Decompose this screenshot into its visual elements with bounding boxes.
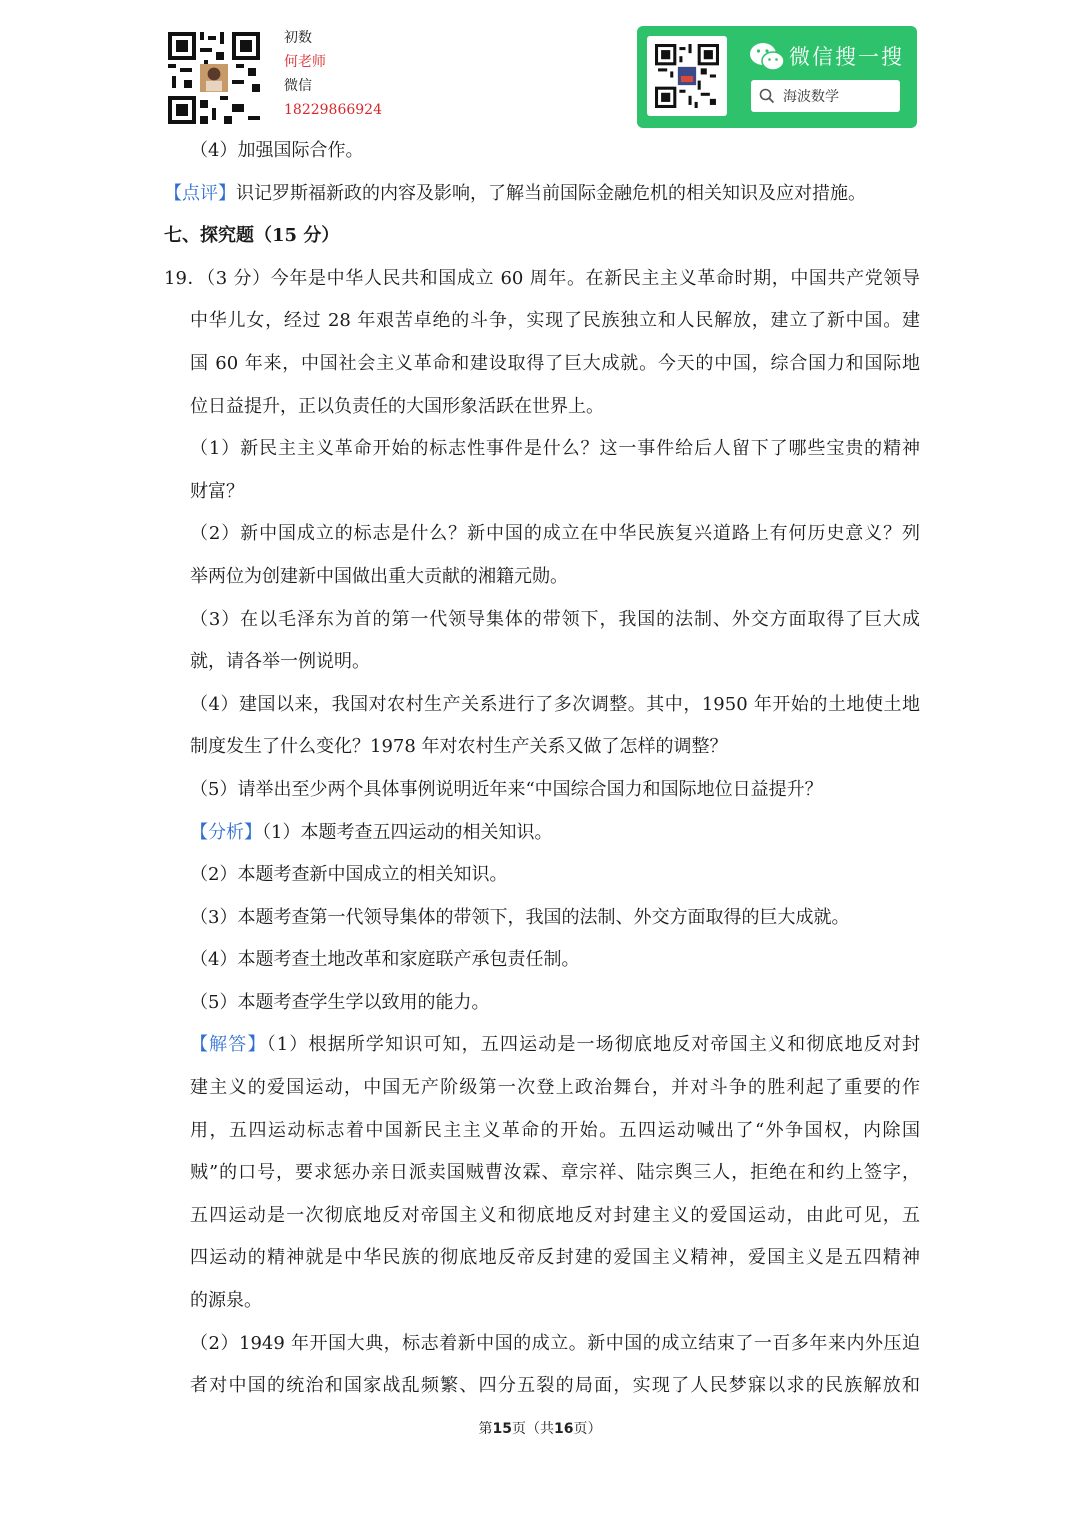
text-line [164, 726, 920, 769]
text-line [164, 1237, 920, 1280]
text-line [164, 684, 920, 727]
line-text: 贼”的口号，要求惩办亲日派卖国贼曹汝霖、章宗祥、陆宗舆三人，拒绝在和约上签字， [190, 1162, 920, 1184]
text-line [164, 556, 920, 599]
text-line [164, 343, 920, 386]
page-footer [0, 1418, 1080, 1438]
text-line [164, 769, 920, 812]
text-line [164, 1067, 920, 1110]
wechat-search-banner[interactable] [637, 26, 917, 128]
line-text: （1）新民主主义革命开始的标志性事件是什么？这一事件给后人留下了哪些宝贵的精神 [190, 438, 920, 460]
contact-info [284, 26, 382, 122]
line-text: 七、探究题（15 分） [164, 225, 340, 247]
text-line [164, 173, 920, 216]
text-line [164, 641, 920, 684]
text-line [164, 854, 920, 897]
page-header [0, 0, 1080, 135]
wechat-search-title: 微信搜一搜 [789, 45, 904, 69]
qr-code-icon[interactable] [168, 32, 260, 124]
text-line [164, 471, 920, 514]
text-line [164, 130, 920, 173]
contact-wechat-label: 微信 [284, 78, 312, 94]
line-text: 19．（3 分）今年是中华人民共和国成立 60 周年。在新民主主义革命时期，中国共产党领导 [164, 267, 920, 289]
text-line [164, 300, 920, 343]
line-text: 者对中国的统治和国家战乱频繁、四分五裂的局面，实现了人民梦寐以求的民族解放和 [190, 1375, 920, 1397]
line-text: 四运动的精神就是中华民族的彻底地反帝反封建的爱国主义精神，爱国主义是五四精神 [190, 1247, 920, 1269]
section-heading [164, 215, 920, 258]
contact-subject: 初数 [284, 30, 312, 46]
line-text: （4）本题考查土地改革和家庭联产承包责任制。 [190, 949, 580, 971]
bracket-tag: 【解答】 [190, 1034, 267, 1056]
text-line [164, 386, 920, 429]
document-body [164, 130, 920, 1408]
line-text: 就，请各举一例说明。 [190, 651, 370, 673]
text-line [164, 1110, 920, 1153]
text-line [164, 982, 920, 1025]
line-text: 中华儿女，经过 28 年艰苦卓绝的斗争，实现了民族独立和人民解放，建立了新中国。建 [190, 310, 920, 332]
current-page-number: 15 [492, 1421, 512, 1437]
bracket-tag: 【分析】 [190, 821, 262, 843]
line-text: 举两位为创建新中国做出重大贡献的湘籍元勋。 [190, 565, 568, 587]
text-line [164, 1280, 920, 1323]
line-text: （2）本题考查新中国成立的相关知识。 [190, 864, 508, 886]
text-line [164, 939, 920, 982]
contact-name: 何老师 [284, 54, 326, 70]
text-line [164, 258, 920, 301]
line-text: 制度发生了什么变化？1978 年对农村生产关系又做了怎样的调整？ [190, 736, 728, 758]
wechat-icon [749, 42, 785, 72]
line-text: （2）新中国成立的标志是什么？新中国的成立在中华民族复兴道路上有何历史意义？列 [190, 523, 920, 545]
wechat-search-query: 海波数学 [783, 89, 839, 105]
text-line [164, 599, 920, 642]
text-line [164, 513, 920, 556]
footer-suffix: 页） [573, 1421, 602, 1437]
line-text: 财富？ [190, 480, 244, 502]
footer-middle: 页（共 [512, 1421, 554, 1437]
line-text: （4）加强国际合作。 [190, 140, 364, 161]
line-text: 用，五四运动标志着中国新民主主义革命的开始。五四运动喊出了“外争国权，内除国 [190, 1119, 920, 1141]
text-line [164, 1365, 920, 1408]
line-text: 五四运动是一次彻底地反对帝国主义和彻底地反对封建主义的爱国运动，由此可见，五 [190, 1204, 920, 1226]
text-line [164, 897, 920, 940]
total-page-count: 16 [554, 1421, 574, 1437]
search-icon [759, 88, 775, 104]
line-text: （1）根据所学知识可知，五四运动是一场彻底地反对帝国主义和彻底地反对封 [266, 1034, 921, 1056]
text-line [164, 428, 920, 471]
line-text: 位日益提升，正以负责任的大国形象活跃在世界上。 [190, 395, 604, 417]
line-text: （4）建国以来，我国对农村生产关系进行了多次调整。其中，1950 年开始的土地使土地 [190, 693, 920, 715]
footer-prefix: 第 [478, 1421, 493, 1437]
line-text: （5）请举出至少两个具体事例说明近年来“中国综合国力和国际地位日益提升？ [190, 778, 823, 800]
line-text: 建主义的爱国运动，中国无产阶级第一次登上政治舞台，并对斗争的胜利起了重要的作 [190, 1077, 920, 1099]
text-line [164, 1024, 920, 1067]
text-line [164, 812, 920, 855]
wechat-qr-code-icon[interactable] [655, 44, 719, 108]
text-line [164, 1323, 920, 1366]
text-line [164, 1152, 920, 1195]
wechat-qr-frame [647, 36, 727, 116]
line-text: （3）本题考查第一代领导集体的带领下，我国的法制、外交方面取得的巨大成就。 [190, 906, 850, 928]
line-text: 识记罗斯福新政的内容及影响，了解当前国际金融危机的相关知识及应对措施。 [236, 182, 866, 204]
text-line [164, 1195, 920, 1238]
line-text: （5）本题考查学生学以致用的能力。 [190, 991, 490, 1013]
line-text: （2）1949 年开国大典，标志着新中国的成立。新中国的成立结束了一百多年来内外压迫 [190, 1332, 920, 1354]
line-text: （3）在以毛泽东为首的第一代领导集体的带领下，我国的法制、外交方面取得了巨大成 [190, 608, 920, 630]
wechat-search-box[interactable] [751, 80, 900, 112]
line-text: 的源泉。 [190, 1290, 262, 1312]
bracket-tag: 【点评】 [164, 182, 236, 204]
line-text: 国 60 年来，中国社会主义革命和建设取得了巨大成就。今天的中国，综合国力和国际地 [190, 352, 920, 374]
contact-phone[interactable]: 18229866924 [284, 102, 382, 118]
line-text: （1）本题考查五四运动的相关知识。 [262, 821, 553, 843]
